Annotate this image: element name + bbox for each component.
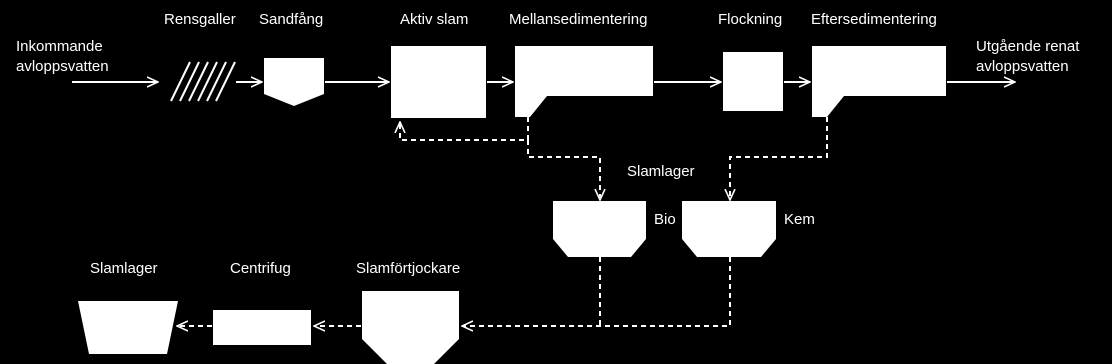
bio-label: Bio	[654, 211, 676, 228]
to-kem-sludge-line	[730, 117, 827, 200]
sludge-to-thickener-line	[462, 257, 730, 326]
to-bio-sludge-line	[528, 140, 600, 200]
slamlager-container	[78, 301, 178, 354]
bio-sludge-store	[553, 201, 646, 257]
sandfang-tank	[264, 58, 324, 106]
aktiv-slam-tank	[391, 46, 486, 118]
slamfortjockare-label: Slamförtjockare	[356, 260, 461, 277]
flockning-label: Flockning	[718, 11, 783, 28]
kem-label: Kem	[784, 211, 815, 228]
centrifug-unit	[213, 310, 311, 345]
rensgaller-label: Rensgaller	[164, 11, 236, 28]
flockning-tank	[723, 52, 783, 111]
centrifug-label: Centrifug	[230, 260, 291, 277]
screen-icon	[171, 62, 235, 101]
slamlager-top-label: Slamlager	[627, 163, 695, 180]
outflow-label-line1: Utgående renat	[976, 38, 1080, 55]
aktiv-slam-label: Aktiv slam	[400, 11, 469, 28]
kem-sludge-store	[682, 201, 776, 257]
inflow-label-line1: Inkommande	[16, 38, 103, 55]
sandfang-label: Sandfång	[259, 11, 324, 28]
mellansedimentering-label: Mellansedimentering	[509, 11, 648, 28]
slamlager-bottom-label: Slamlager	[90, 260, 158, 277]
eftersedimentering-label: Eftersedimentering	[811, 11, 937, 28]
return-sludge-line	[400, 117, 528, 140]
eftersedimentering-tank	[812, 46, 946, 117]
inflow-label-line2: avloppsvatten	[16, 58, 109, 75]
mellansedimentering-tank	[515, 46, 653, 117]
outflow-label-line2: avloppsvatten	[976, 58, 1069, 75]
slamfortjockare-tank	[362, 291, 459, 364]
